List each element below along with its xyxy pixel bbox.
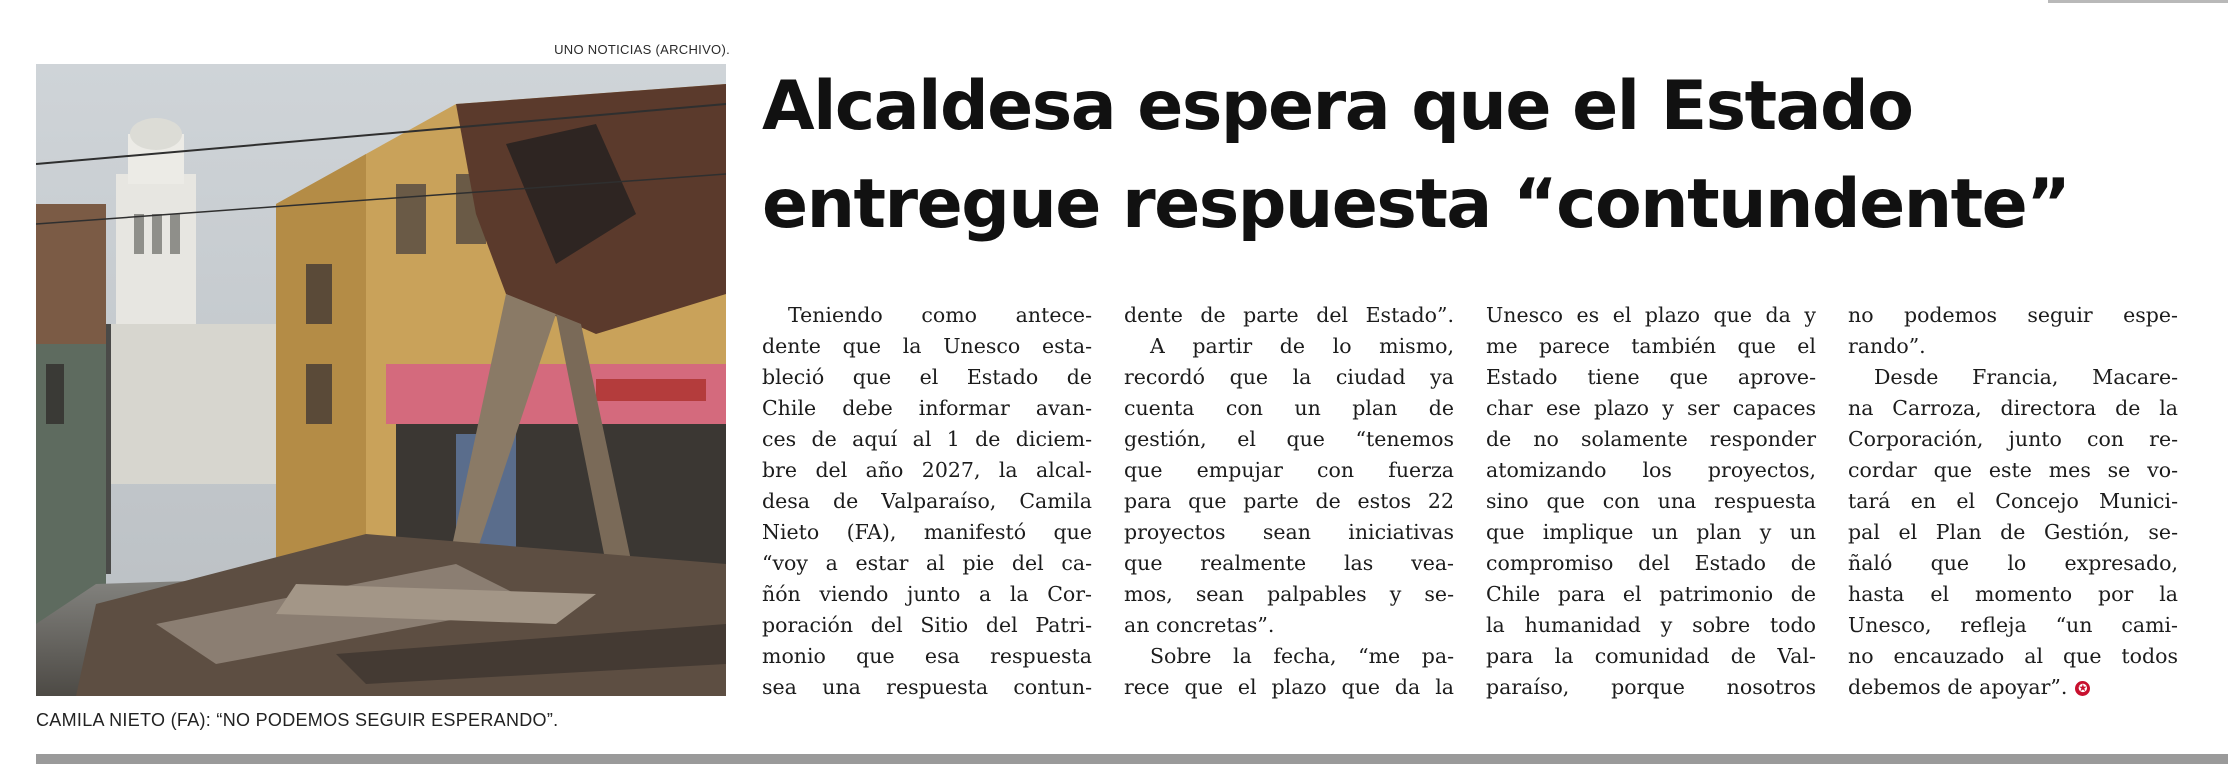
text-line: recordó que la ciudad ya — [1124, 365, 1454, 389]
text-line: Nieto (FA), manifestó que — [762, 520, 1092, 544]
text-line: cuenta con un plan de — [1124, 396, 1454, 420]
text-line: hasta el momento por la — [1848, 582, 2178, 606]
text-line: sea una respuesta contun- — [762, 675, 1092, 699]
text-line: gestión, el que “tenemos — [1124, 427, 1454, 451]
article-column-3 — [1486, 300, 1816, 703]
text-line: na Carroza, directora de la — [1848, 396, 2178, 420]
text-line: Teniendo como antece- — [788, 303, 1092, 327]
bottom-rule — [36, 754, 2228, 764]
headline — [762, 58, 2222, 254]
text-line: an concretas”. — [1124, 613, 1275, 637]
text-line: bleció que el Estado de — [762, 365, 1092, 389]
text-line: Corporación, junto con re- — [1848, 427, 2178, 451]
text-line: no podemos seguir espe- — [1848, 303, 2178, 327]
text-line: ñaló que lo expresado, — [1848, 551, 2178, 575]
headline-line-2: entregue respuesta “contundente” — [762, 165, 2070, 244]
text-line: pal el Plan de Gestión, se- — [1848, 520, 2178, 544]
text-line: rando”. — [1848, 334, 1926, 358]
text-line: Unesco es el plazo que da y — [1486, 303, 1816, 327]
text-line: dente de parte del Estado”. — [1124, 303, 1454, 327]
text-line: tará en el Concejo Munici- — [1848, 489, 2178, 513]
text-line: que realmente las vea- — [1124, 551, 1454, 575]
text-line: ces de aquí al 1 de diciem- — [762, 427, 1092, 451]
text-line: debemos de apoyar”. — [1848, 675, 2068, 699]
text-line: para que parte de estos 22 — [1124, 489, 1454, 513]
text-line: char ese plazo y ser capaces — [1486, 396, 1816, 420]
headline-line-1: Alcaldesa espera que el Estado — [762, 67, 1913, 146]
text-line: no encauzado al que todos — [1848, 644, 2178, 668]
text-line: A partir de lo mismo, — [1150, 334, 1454, 358]
text-line: de no solamente responder — [1486, 427, 1816, 451]
text-line: rece que el plazo que da la — [1124, 675, 1454, 699]
article-photo — [36, 64, 726, 696]
text-line: Unesco, refleja “un cami- — [1848, 613, 2178, 637]
photo-credit: UNO NOTICIAS (ARCHIVO). — [554, 42, 730, 57]
text-line: desa de Valparaíso, Camila — [762, 489, 1092, 513]
text-line: poración del Sitio del Patri- — [762, 613, 1092, 637]
article-column-2 — [1124, 300, 1454, 703]
text-line: “voy a estar al pie del ca- — [762, 551, 1092, 575]
text-line: Estado tiene que aprove- — [1486, 365, 1816, 389]
text-line: atomizando los proyectos, — [1486, 458, 1816, 482]
text-line: que implique un plan y un — [1486, 520, 1816, 544]
article-column-1 — [762, 300, 1092, 703]
star-end-mark-icon: ✪ — [2075, 681, 2090, 696]
last-text-line — [1848, 672, 2178, 703]
text-line: Desde Francia, Macare- — [1874, 365, 2178, 389]
photo-caption: CAMILA NIETO (FA): “NO PODEMOS SEGUIR ESPERANDO”. — [36, 710, 559, 730]
top-rule — [2048, 0, 2228, 3]
text-line: Sobre la fecha, “me pa- — [1150, 644, 1454, 668]
text-line: para la comunidad de Val- — [1486, 644, 1816, 668]
text-line: mos, sean palpables y se- — [1124, 582, 1454, 606]
text-line: me parece también que el — [1486, 334, 1816, 358]
text-line: Chile para el patrimonio de — [1486, 582, 1816, 606]
text-line: la humanidad y sobre todo — [1486, 613, 1816, 637]
article-column-4 — [1848, 300, 2178, 703]
text-line: ñón viendo junto a la Cor- — [762, 582, 1092, 606]
text-line: monio que esa respuesta — [762, 644, 1092, 668]
text-line: bre del año 2027, la alcal- — [762, 458, 1092, 482]
text-line: paraíso, porque nosotros — [1486, 675, 1816, 699]
text-line: dente que la Unesco esta- — [762, 334, 1092, 358]
text-line: compromiso del Estado de — [1486, 551, 1816, 575]
text-line: proyectos sean iniciativas — [1124, 520, 1454, 544]
text-line: sino que con una respuesta — [1486, 489, 1816, 513]
text-line: que empujar con fuerza — [1124, 458, 1454, 482]
text-line: Chile debe informar avan- — [762, 396, 1092, 420]
text-line: cordar que este mes se vo- — [1848, 458, 2178, 482]
